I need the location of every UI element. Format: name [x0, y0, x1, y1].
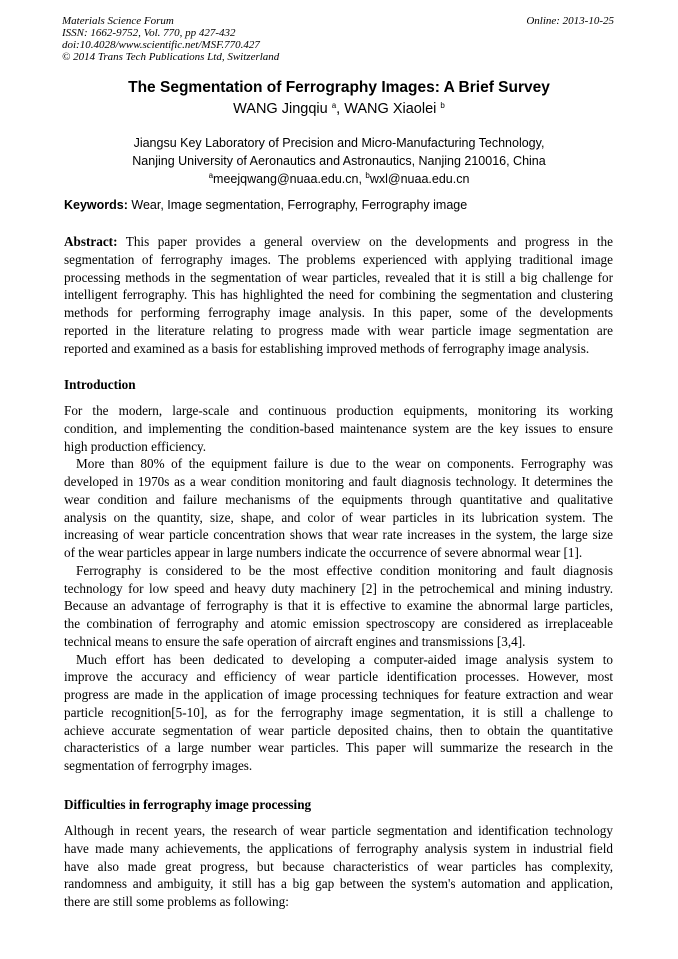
- text-line: developed in 1970s as a wear condition monitoring and fault diagnosis technology. It determines the: [64, 474, 613, 489]
- emails: [0, 170, 678, 188]
- introduction-body: [64, 402, 613, 775]
- abstract-text: This paper provides a general overview on the developments and progress in the: [117, 234, 613, 249]
- issn: ISSN: 1662-9752, Vol. 770, pp 427-432: [62, 27, 236, 39]
- keywords: [64, 198, 467, 212]
- text-line: characteristics of a large number wear particles. This paper will summarize the research in the: [64, 740, 613, 756]
- affiliation-line: Nanjing University of Aeronautics and Astronautics, Nanjing 210016, China: [132, 154, 546, 168]
- text-line: condition, and implementing the condition-based maintenance system are the key issues to ensure: [64, 420, 613, 436]
- paragraph: [64, 455, 613, 562]
- difficulties-body: [64, 822, 613, 911]
- text-line: the combination of ferrography and atomic emission spectroscopy are considered as irreplaceable: [64, 616, 613, 631]
- affiliation-line: Jiangsu Key Laboratory of Precision and Micro-Manufacturing Technology,: [133, 136, 545, 150]
- text-line: segmentation of ferrogrphy images.: [64, 758, 253, 773]
- section-heading: Introduction: [64, 377, 136, 392]
- email: meejqwang@nuaa.edu.cn,: [213, 172, 366, 186]
- text-line: Ferrography is considered to be the most effective condition monitoring and fault diagnosis: [76, 562, 613, 578]
- author-2: , WANG Xiaolei: [336, 101, 441, 117]
- text-line: wear condition and failure mechanisms of the equipments through quantitative and qualitative: [64, 491, 613, 507]
- keywords-label: Keywords:: [64, 198, 128, 212]
- text-line: improve the accuracy and efficiency of wear particle identification processes. However, most: [64, 669, 613, 685]
- author-1-mark: a: [331, 101, 337, 110]
- text-line: achieve accurate segmentation of wear particle deposited chains, then to obtain the quantitative: [64, 722, 613, 738]
- text-line: high production efficiency.: [64, 438, 207, 454]
- text-line: analysis on the quantity, size, shape, and color of wear particles in its lubrication system. The: [64, 509, 613, 525]
- text-line: of the wear particles appear in large numbers indicate the occurrence of severe abnormal wear [1].: [64, 545, 583, 560]
- text-line: reported in the literature relating to progress made with wear particle image segmentation are: [64, 322, 613, 338]
- author-1: WANG Jingqiu: [233, 101, 332, 117]
- text-line: increasing of wear particle concentration shows that wear rate increases in the system, the large size: [64, 527, 613, 543]
- abstract-line: [64, 233, 613, 251]
- text-line: Much effort has been dedicated to developing a computer-aided image analysis system to: [76, 651, 613, 667]
- text-line: processing methods in the segmentation of wear particles, revealed that it is still a big challenge for: [64, 269, 613, 285]
- journal-name: Materials Science Forum: [62, 15, 174, 27]
- keywords-text: Wear, Image segmentation, Ferrography, Ferrography image: [127, 198, 468, 212]
- text-line: More than 80% of the equipment failure is due to the wear on components. Ferrography was: [76, 456, 613, 472]
- text-line: intelligent ferrography. This has highlighted the need for combining the segmentation and clustering: [64, 287, 613, 303]
- section-heading: Difficulties in ferrography image processing: [64, 797, 312, 812]
- journal-header: [62, 15, 279, 63]
- abstract: [64, 233, 613, 357]
- paragraph: [64, 651, 613, 775]
- doi: doi:10.4028/www.scientific.net/MSF.770.427: [62, 39, 260, 51]
- paragraph: [64, 402, 613, 455]
- text-line: particle recognition[5-10], as for the ferrography image segmentation, it is still a challenge to: [64, 704, 613, 720]
- text-line: progress are made in the application of image processing techniques for feature extraction and wear: [64, 687, 613, 702]
- text-line: For the modern, large-scale and continuous production equipments, monitoring its working: [64, 403, 613, 418]
- paper-title: The Segmentation of Ferrography Images: A Brief Survey: [128, 79, 550, 96]
- text-line: Although in recent years, the research of wear particle segmentation and identification technology: [64, 823, 613, 838]
- author-2-mark: b: [440, 101, 445, 110]
- text-line: have made many achievements, the applications of ferrography analysis system in industrial field: [64, 840, 613, 856]
- text-line: methods for performing ferrography image analysis. In this paper, some of the developments: [64, 305, 613, 320]
- text-line: technology for low speed and heavy duty machinery [2] in the petrochemical and mining industry.: [64, 580, 613, 596]
- text-line: technical means to ensure the safe operation of aircraft engines and transmissions [3,4].: [64, 633, 526, 649]
- abstract-label: Abstract:: [64, 234, 118, 249]
- online-date: Online: 2013-10-25: [526, 15, 614, 27]
- email: wxl@nuaa.edu.cn: [369, 172, 470, 186]
- text-line: have also made great progress, but because characteristics of wear particles has complexity,: [64, 858, 613, 874]
- text-line: segmentation of ferrography images. The problems experienced with applying traditional image: [64, 251, 613, 267]
- text-line: randomness and ambiguity, it still has a big gap between the system's automation and application,: [64, 876, 613, 892]
- email-mark: a: [208, 171, 214, 180]
- copyright: © 2014 Trans Tech Publications Ltd, Switzerland: [62, 51, 280, 63]
- text-line: Because an advantage of ferrography is that it is effective to examine the abnormal large particles,: [64, 598, 613, 614]
- authors: [0, 101, 678, 117]
- text-line: there are still some problems as following:: [64, 894, 289, 909]
- text-line: reported and examined as a basis for establishing improved methods of ferrography image analysis.: [64, 340, 590, 356]
- email-mark: b: [365, 171, 370, 180]
- affiliation: [0, 134, 678, 188]
- paragraph: [64, 562, 613, 651]
